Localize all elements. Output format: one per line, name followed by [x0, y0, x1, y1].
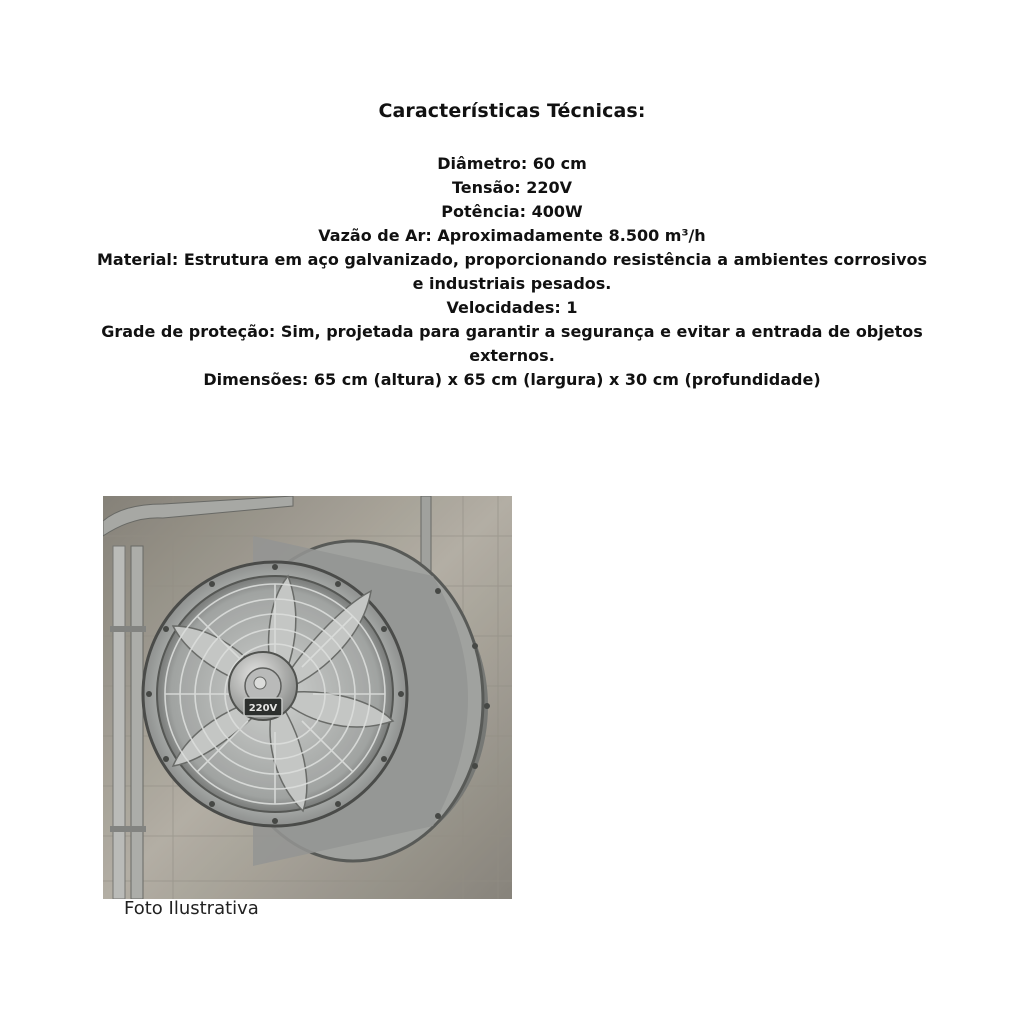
- fan-photo: [103, 496, 512, 899]
- spec-diameter: Diâmetro: 60 cm: [437, 154, 587, 173]
- spec-dimensions: Dimensões: 65 cm (altura) x 65 cm (largura) x 30 cm (profundidade): [203, 370, 821, 389]
- spec-speeds: Velocidades: 1: [446, 298, 578, 317]
- fan-illustration: [103, 496, 512, 899]
- spec-airflow: Vazão de Ar: Aproximadamente 8.500 m³/h: [318, 226, 706, 245]
- spec-voltage: Tensão: 220V: [451, 178, 573, 197]
- spec-power: Potência: 400W: [441, 202, 583, 221]
- svg-text:220V: 220V: [248, 703, 278, 714]
- spec-guard: Grade de proteção: Sim, projetada para garantir a segurança e evitar a entrada de objetos externos.: [101, 322, 923, 365]
- photo-caption: Foto Ilustrativa: [124, 898, 259, 919]
- spec-material: Material: Estrutura em aço galvanizado, proporcionando resistência a ambientes corrosivos e industriais pesados.: [96, 250, 928, 293]
- spec-list: [90, 152, 934, 392]
- spec-title: Características Técnicas:: [378, 100, 646, 122]
